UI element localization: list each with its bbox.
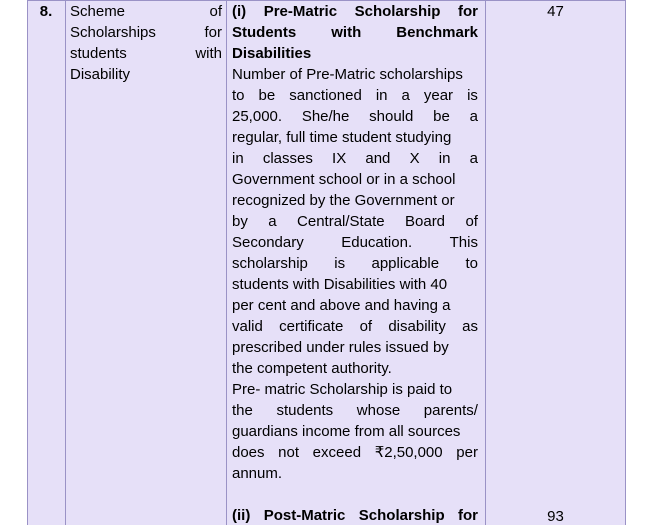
word: Scholarships <box>70 24 156 41</box>
page-number-1: 47 <box>547 3 564 20</box>
section-body-line: annum. <box>232 465 283 482</box>
word: is <box>334 255 346 272</box>
word: with <box>195 45 222 62</box>
column-divider <box>485 0 486 525</box>
word: students <box>70 45 127 62</box>
column-divider <box>226 0 227 525</box>
word: with <box>331 24 362 41</box>
word: in <box>375 87 388 104</box>
word: and <box>365 150 391 167</box>
word: to <box>232 87 245 104</box>
section-body-line <box>232 211 478 232</box>
row-number: 8. <box>39 3 53 20</box>
word: parents/ <box>423 402 478 419</box>
word: for <box>204 24 222 41</box>
section-title-line <box>232 1 478 22</box>
section-body-line <box>232 148 478 169</box>
section-body-line: Pre- matric Scholarship is paid to <box>232 381 453 398</box>
scheme-name-line <box>70 43 222 64</box>
section-body-line <box>232 106 478 127</box>
scheme-name-line <box>70 22 222 43</box>
word: Secondary <box>232 234 304 251</box>
section-body-line: Government school or in a school <box>232 171 456 188</box>
column-divider <box>65 0 66 525</box>
word: Pre-Matric <box>263 3 338 20</box>
word: Education. <box>341 234 413 251</box>
word: Scheme <box>70 3 126 20</box>
word: to <box>465 255 478 272</box>
word: valid <box>232 318 263 335</box>
section-body-line <box>232 253 478 274</box>
section-title-line <box>232 505 478 526</box>
word: applicable <box>371 255 440 272</box>
word: (ii) <box>232 507 251 524</box>
word: should <box>369 108 414 125</box>
word: of <box>465 213 478 230</box>
word: in <box>438 150 451 167</box>
section-body-line: recognized by the Government or <box>232 192 455 209</box>
section-body-line: students with Disabilities with 40 <box>232 276 448 293</box>
section-title-line <box>232 22 478 43</box>
word: a <box>268 213 277 230</box>
word: classes <box>262 150 313 167</box>
word: for <box>458 507 478 524</box>
column-divider <box>27 0 28 525</box>
word: scholarship <box>232 255 308 272</box>
word: Post-Matric <box>263 507 346 524</box>
paragraph-gap <box>232 484 478 505</box>
word: Board <box>405 213 446 230</box>
scheme-description <box>232 1 478 526</box>
section-body-line: guardians income from all sources <box>232 423 461 440</box>
word: certificate <box>279 318 344 335</box>
section-body-line <box>232 442 478 463</box>
section-body-line: per cent and above and having a <box>232 297 451 314</box>
word: in <box>232 150 244 167</box>
word: per <box>456 444 478 461</box>
word: 25,000. <box>232 108 283 125</box>
section-body-line: the competent authority. <box>232 360 392 377</box>
scheme-name-line <box>70 64 222 85</box>
word: be <box>258 87 276 104</box>
word: be <box>433 108 450 125</box>
word: This <box>449 234 478 251</box>
word: a <box>469 150 478 167</box>
word: Central/State <box>297 213 385 230</box>
word: students <box>276 402 334 419</box>
scheme-name-line <box>70 1 222 22</box>
section-body-line <box>232 316 478 337</box>
word: is <box>467 87 478 104</box>
word: does <box>232 444 265 461</box>
scheme-name <box>70 1 222 85</box>
word: Students <box>232 24 297 41</box>
word: (i) <box>232 3 247 20</box>
page-number-2: 93 <box>547 508 564 525</box>
section-body-line <box>232 400 478 421</box>
word: sanctioned <box>289 87 362 104</box>
word: of <box>359 318 373 335</box>
word: the <box>232 402 253 419</box>
word: by <box>232 213 248 230</box>
section-body-line: Number of Pre-Matric scholarships <box>232 66 463 83</box>
section-body-line: prescribed under rules issued by <box>232 339 449 356</box>
section-body-line <box>232 85 478 106</box>
word: IX <box>332 150 347 167</box>
word: She/he <box>301 108 350 125</box>
word: Scholarship <box>358 507 445 524</box>
number-cell <box>27 0 65 525</box>
section-body-line: regular, full time student studying <box>232 129 452 146</box>
word: ₹2,50,000 <box>374 444 443 461</box>
word: a <box>469 108 478 125</box>
section-body-line <box>232 232 478 253</box>
word: X <box>409 150 420 167</box>
word: Scholarship <box>354 3 441 20</box>
word: not <box>278 444 300 461</box>
word: year <box>423 87 454 104</box>
section-title-line: Disabilities <box>232 45 312 62</box>
word: whose <box>356 402 401 419</box>
word: Disability <box>70 66 131 83</box>
page-number-cell <box>486 0 625 525</box>
word: Benchmark <box>396 24 478 41</box>
word: as <box>462 318 478 335</box>
word: exceed <box>312 444 362 461</box>
word: for <box>457 3 478 20</box>
word: a <box>401 87 410 104</box>
column-divider <box>625 0 626 525</box>
word: of <box>209 3 222 20</box>
word: disability <box>388 318 446 335</box>
